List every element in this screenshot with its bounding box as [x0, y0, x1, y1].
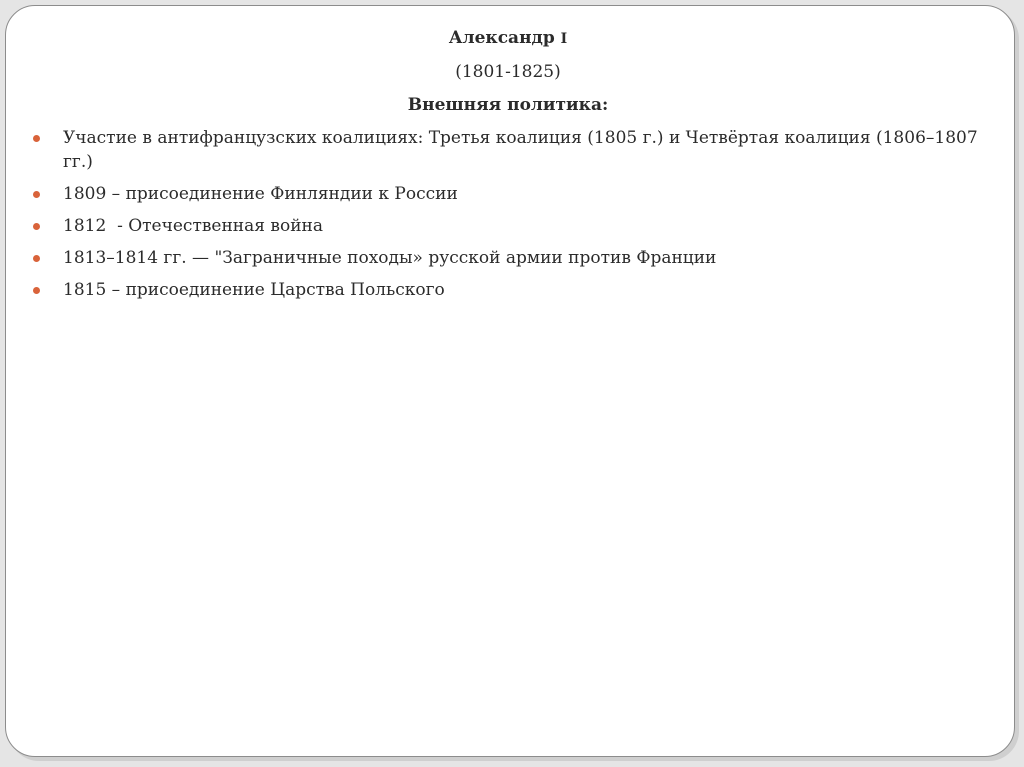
title-numeral: I	[560, 31, 568, 47]
slide-content	[28, 26, 988, 310]
title-name: Александр	[448, 28, 555, 48]
bullet-icon	[33, 191, 40, 198]
list-item	[28, 278, 988, 302]
reign-years: (1801-1825)	[455, 62, 561, 82]
list-item-text: 1812 - Отечественная война	[63, 216, 324, 236]
slide-frame	[5, 5, 1015, 757]
bullet-icon	[33, 135, 40, 142]
slide-title	[28, 26, 988, 51]
list-item	[28, 182, 988, 206]
list-item-text: 1813–1814 гг. — "Заграничные походы» русской армии против Франции	[63, 248, 717, 268]
bullet-icon	[33, 255, 40, 262]
bullet-list	[28, 126, 988, 302]
list-item-text: 1809 – присоединение Финляндии к России	[63, 184, 458, 204]
list-item	[28, 126, 988, 174]
list-item	[28, 246, 988, 270]
list-item-text: Участие в антифранцузских коалициях: Третья коалиция (1805 г.) и Четвёртая коалиция (1806–1807 гг.)	[63, 128, 978, 172]
section-heading: Внешняя политика:	[407, 95, 609, 115]
list-item	[28, 214, 988, 238]
bullet-icon	[33, 287, 40, 294]
bullet-icon	[33, 223, 40, 230]
list-item-text: 1815 – присоединение Царства Польского	[63, 280, 445, 300]
